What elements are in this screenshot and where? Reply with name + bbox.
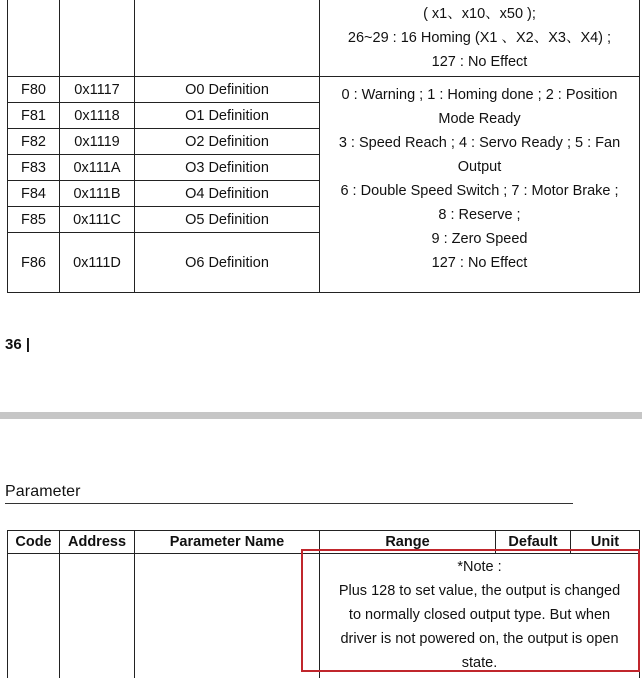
table-cell-empty [60,554,135,678]
code-cell: F86 [8,233,60,293]
header-default: Default [496,531,571,554]
code-cell: F85 [8,207,60,233]
table-cell-empty [135,0,320,77]
section-title-underline [5,503,573,504]
range-line: 127 : No Effect [431,53,528,70]
note-heading: *Note : [457,559,502,575]
header-parameter-name: Parameter Name [135,531,320,554]
range-line: 26~29 : 16 Homing (X1 、X2、X3、X4) ; [347,29,612,46]
table-header-row [8,531,640,554]
address-cell: 0x111B [60,181,135,207]
note-line: driver is not powered on, the output is open [340,631,619,647]
address-cell: 0x111C [60,207,135,233]
code-cell: F84 [8,181,60,207]
table-cell-empty [60,0,135,77]
table-cell-empty [8,0,60,77]
code-cell: F82 [8,129,60,155]
range-line: ( x1、x10、x50 ); [423,5,536,22]
code-cell: F81 [8,103,60,129]
note-line: to normally closed output type. But when [348,607,611,623]
parameter-table [7,530,640,678]
range-line: 0 : Warning ; 1 : Homing done ; 2 : Position [341,86,618,103]
range-continuation-cell [320,0,640,77]
name-cell: O4 Definition [135,181,320,207]
code-cell: F80 [8,77,60,103]
header-range: Range [320,531,496,554]
table-cell-empty [135,554,320,678]
range-line: 127 : No Effect [431,254,528,271]
address-cell: 0x111A [60,155,135,181]
page-number: 36 | [5,336,31,353]
range-line: Mode Ready [438,110,521,127]
name-cell: O1 Definition [135,103,320,129]
name-cell: O0 Definition [135,77,320,103]
parameter-table-continued [7,0,640,293]
name-cell: O2 Definition [135,129,320,155]
address-cell: 0x1118 [60,103,135,129]
address-cell: 0x111D [60,233,135,293]
address-cell: 0x1117 [60,77,135,103]
range-line: 9 : Zero Speed [431,230,528,247]
note-line: state. [461,655,498,671]
header-address: Address [60,531,135,554]
table-row [8,554,640,678]
header-code: Code [8,531,60,554]
name-cell: O3 Definition [135,155,320,181]
range-line: Output [457,158,502,175]
address-cell: 0x1119 [60,129,135,155]
code-cell: F83 [8,155,60,181]
range-line: 3 : Speed Reach ; 4 : Servo Ready ; 5 : Fan [338,134,621,151]
table-row [8,77,640,103]
name-cell: O6 Definition [135,233,320,293]
section-title: Parameter [5,483,81,500]
note-line: Plus 128 to set value, the output is changed [338,583,621,599]
page-separator [0,412,642,419]
name-cell: O5 Definition [135,207,320,233]
header-unit: Unit [571,531,640,554]
range-line: 8 : Reserve ; [438,206,521,223]
output-range-cell [320,77,640,293]
range-line: 6 : Double Speed Switch ; 7 : Motor Brake ; [340,182,619,199]
note-cell [320,554,640,678]
table-cell-empty [8,554,60,678]
